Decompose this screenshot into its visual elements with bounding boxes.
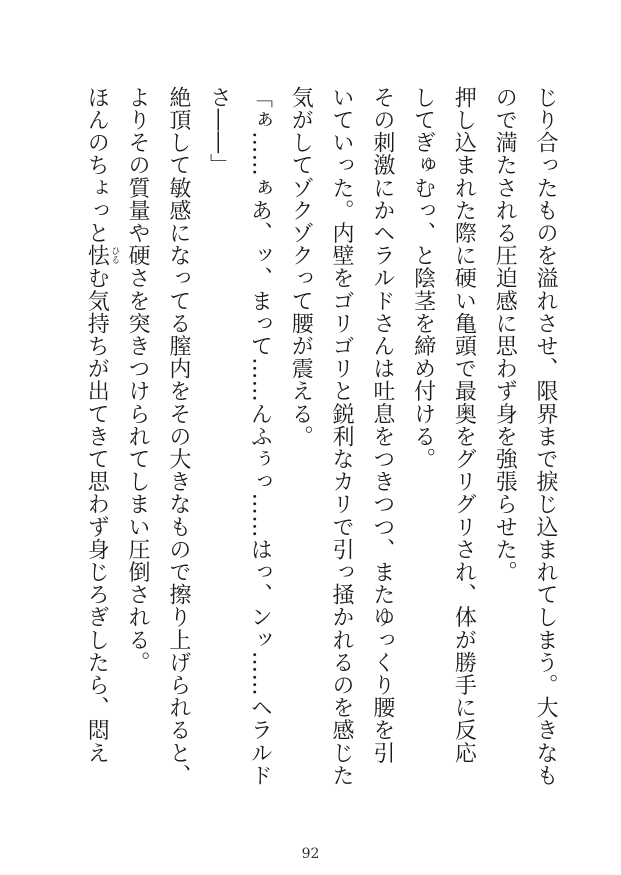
text-line-11: よりその質量や硬さを突きつけられてしまい圧倒される。 bbox=[125, 86, 151, 674]
text-line-5: その刺激にかヘラルドさんは吐息をつきつつ、またゆっくり腰を引 bbox=[369, 86, 395, 764]
text-line-6: いていった。内壁をゴリゴリと鋭利なカリで引っ掻かれるのを感じた bbox=[329, 86, 355, 787]
ruby-base: 怯 bbox=[84, 244, 110, 267]
page-number: 92 bbox=[301, 846, 320, 862]
ruby-annotated-kanji bbox=[84, 244, 120, 267]
text-line-10: 絶頂して敏感になってる膣内をその大きなもので擦り上げられると、 bbox=[165, 86, 191, 787]
text-line-1: じり合ったものを溢れさせ、限界まで捩じ込まれてしまう。大きなも bbox=[533, 86, 558, 787]
text-line-12 bbox=[75, 86, 120, 806]
text-line-12-start: ほんのちょっと bbox=[84, 86, 110, 245]
vertical-text-block bbox=[75, 86, 565, 806]
text-line-9: さ――」 bbox=[206, 86, 232, 177]
ruby-reading: ひる bbox=[109, 246, 120, 265]
text-line-8: 「ぁ……ぁあ、ッ、まって……んふぅっ……はっ、ンッ……ヘラルド bbox=[247, 86, 273, 787]
text-line-12-end: む気持ちが出てきて思わず身じろぎしたら、悶え bbox=[84, 266, 110, 765]
text-line-2: ので満たされる圧迫感に思わず身を強張らせた。 bbox=[492, 86, 518, 584]
text-line-4: してぎゅむっ、と陰茎を締め付ける。 bbox=[410, 86, 436, 471]
text-line-3: 押し込まれた際に硬い亀頭で最奥をグリグリされ、体が勝手に反応 bbox=[451, 86, 477, 764]
text-line-7: 気がしてゾクゾクって腰が震える。 bbox=[288, 86, 314, 448]
